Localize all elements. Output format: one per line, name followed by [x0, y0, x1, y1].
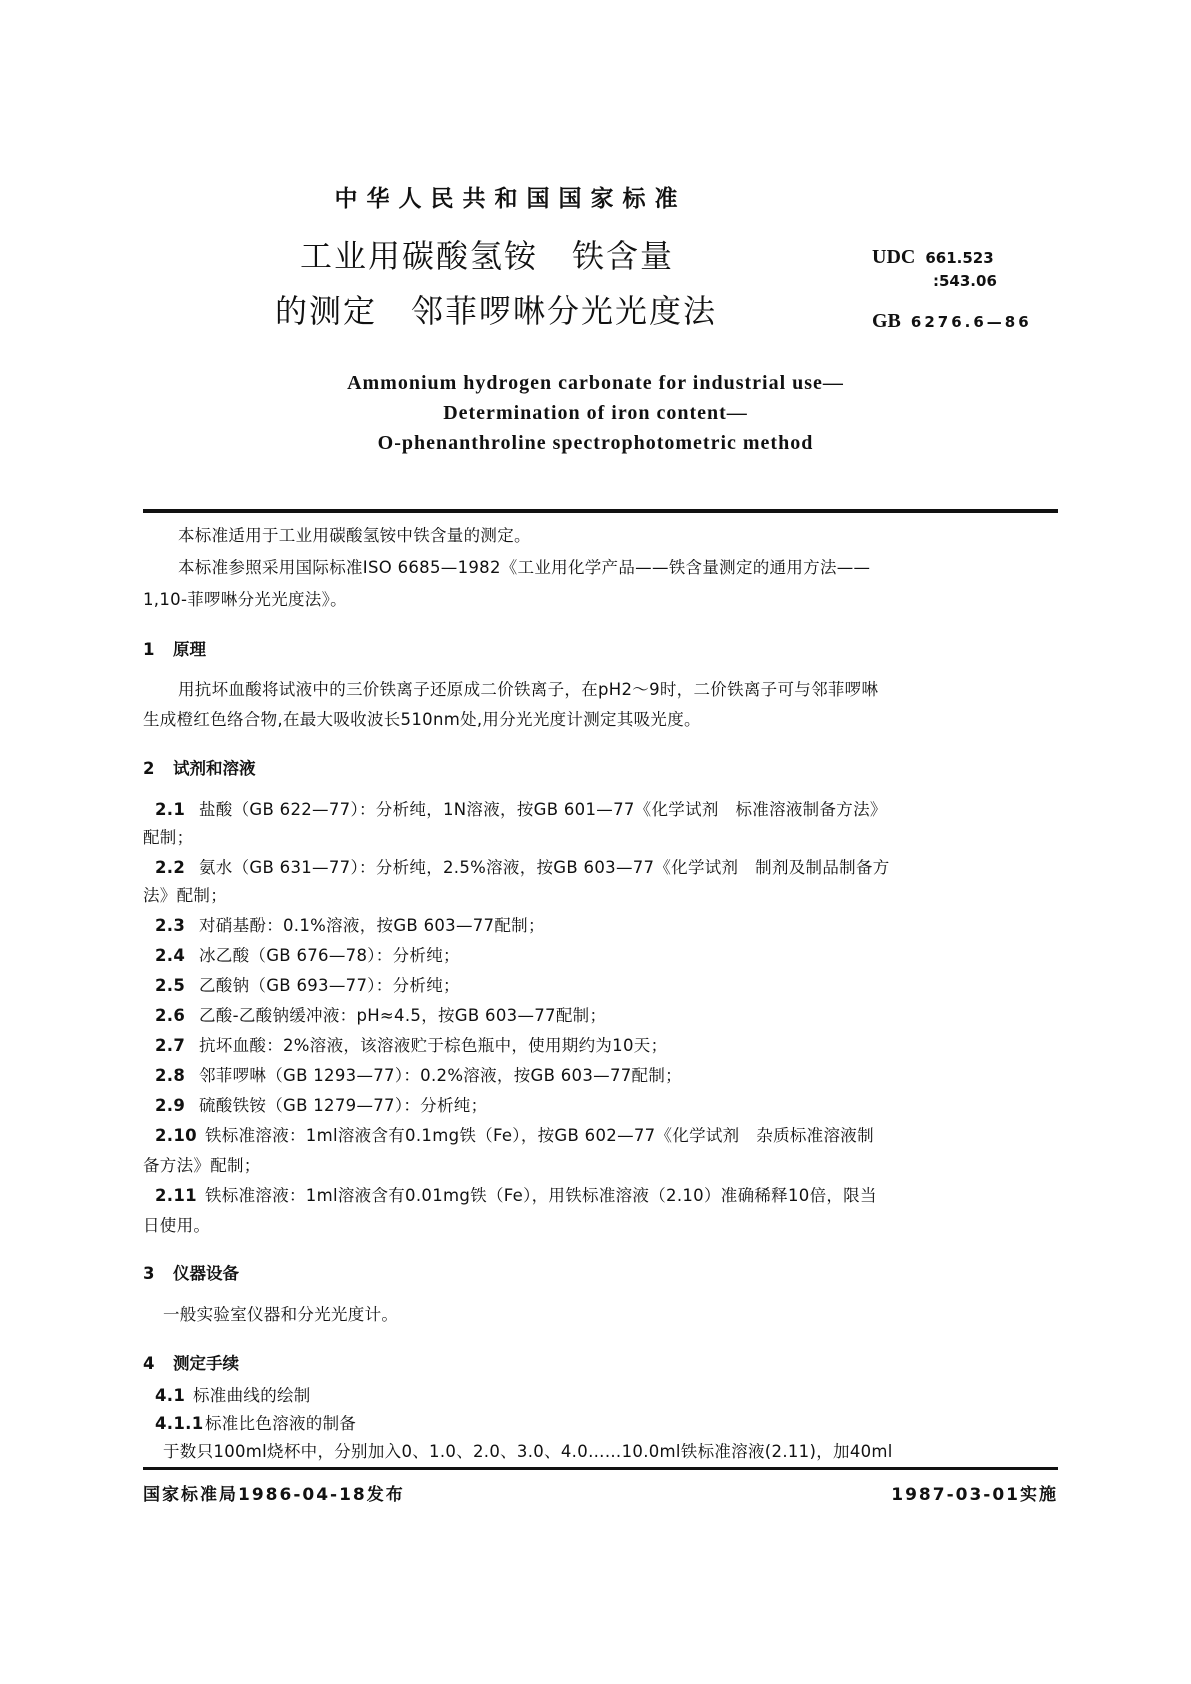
- item-text: 乙酸钠（GB 693—77）：分析纯；: [199, 976, 460, 995]
- section-number: 3: [143, 1264, 155, 1283]
- item-number: 4.1.1: [155, 1414, 204, 1433]
- reagent-item-2-7: [155, 1036, 667, 1056]
- item-text: 标准曲线的绘制: [193, 1386, 311, 1405]
- item-number: 2.3: [155, 916, 186, 935]
- item-number: 2.5: [155, 976, 186, 995]
- national-standard-text: 中华人民共和国国家标准: [334, 186, 687, 212]
- reagent-item-2-6: [155, 1006, 606, 1026]
- reagent-item-2-4: [155, 946, 460, 966]
- section-title: 原理: [173, 640, 206, 659]
- item-number: 2.10: [155, 1126, 197, 1145]
- subsection-4-1: [155, 1386, 311, 1406]
- reagent-item-2-5: [155, 976, 460, 996]
- intro-paragraph-1: 本标准适用于工业用碳酸氢铵中铁含量的测定。: [178, 526, 531, 545]
- subsection-4-1-1: [155, 1414, 356, 1434]
- gb-standard-number: [872, 310, 1032, 333]
- reagent-item-2-11: [155, 1186, 877, 1206]
- intro-paragraph-2-line1: 本标准参照采用国际标准ISO 6685—1982《工业用化学产品——铁含量测定的通用方法——: [178, 558, 871, 577]
- reagent-item-2-1-cont: 配制；: [143, 828, 194, 847]
- title-en-line3: O-phenanthroline spectrophotometric method: [377, 432, 814, 454]
- issued-date: 国家标准局1986-04-18发布: [143, 1485, 405, 1505]
- item-text: 标准比色溶液的制备: [205, 1414, 357, 1433]
- bottom-divider: [143, 1467, 1058, 1470]
- reagent-item-2-1: [155, 800, 887, 820]
- title-cn-line1: 工业用碳酸氢铵 铁含量: [300, 237, 675, 275]
- item-text: 铁标准溶液：1ml溶液含有0.01mg铁（Fe），用铁标准溶液（2.10）准确稀释10倍，限当: [205, 1186, 877, 1205]
- item-number: 2.9: [155, 1096, 186, 1115]
- item-number: 2.1: [155, 800, 186, 819]
- section-title: 试剂和溶液: [173, 759, 256, 778]
- udc-label: UDC: [872, 246, 916, 268]
- item-number: 2.7: [155, 1036, 186, 1055]
- section-4-heading: [143, 1350, 239, 1374]
- reagent-item-2-8: [155, 1066, 682, 1086]
- reagent-item-2-9: [155, 1096, 487, 1116]
- section-1-heading: [143, 636, 206, 660]
- section-number: 2: [143, 759, 155, 778]
- item-number: 4.1: [155, 1386, 186, 1405]
- item-number: 2.8: [155, 1066, 186, 1085]
- gb-label: GB: [872, 310, 901, 332]
- item-number: 2.11: [155, 1186, 197, 1205]
- item-text: 硫酸铁铵（GB 1279—77）：分析纯；: [199, 1096, 488, 1115]
- item-text: 氨水（GB 631—77）：分析纯，2.5%溶液，按GB 603—77《化学试剂 制剂及制品制备方: [199, 858, 890, 877]
- udc-number: 661.523: [925, 249, 994, 267]
- item-text: 乙酸-乙酸钠缓冲液：pH≈4.5，按GB 603—77配制；: [199, 1006, 607, 1025]
- section-title: 仪器设备: [173, 1264, 239, 1283]
- section-4-line1: 于数只100ml烧杯中，分别加入0、1.0、2.0、3.0、4.0……10.0ml铁标准溶液(2.11)，加40ml: [163, 1442, 893, 1461]
- reagent-item-2-3: [155, 916, 545, 936]
- title-en-line2: Determination of iron content—: [443, 402, 748, 424]
- item-text: 对硝基酚：0.1%溶液，按GB 603—77配制；: [199, 916, 545, 935]
- item-number: 2.2: [155, 858, 186, 877]
- section-1-line2: 生成橙红色络合物,在最大吸收波长510nm处,用分光光度计测定其吸光度。: [143, 710, 701, 729]
- title-cn-line2: 的测定 邻菲啰啉分光光度法: [275, 292, 718, 330]
- national-standard-heading: [0, 180, 1191, 213]
- item-text: 抗坏血酸：2%溶液，该溶液贮于棕色瓶中，使用期约为10天；: [199, 1036, 668, 1055]
- section-number: 1: [143, 640, 155, 659]
- effective-date: 1987-03-01实施: [891, 1485, 1058, 1505]
- reagent-item-2-11-cont: 日使用。: [143, 1216, 211, 1235]
- udc-number-line2: :543.06: [933, 272, 997, 290]
- reagent-item-2-2-cont: 法》配制；: [143, 886, 227, 905]
- udc-code: [872, 246, 994, 269]
- section-3-heading: [143, 1260, 239, 1284]
- item-number: 2.4: [155, 946, 186, 965]
- reagent-item-2-10-cont: 备方法》配制；: [143, 1156, 261, 1175]
- gb-number: 6276.6—86: [910, 313, 1032, 331]
- item-text: 邻菲啰啉（GB 1293—77）：0.2%溶液，按GB 603—77配制；: [199, 1066, 682, 1085]
- item-number: 2.6: [155, 1006, 186, 1025]
- section-1-line1: 用抗坏血酸将试液中的三价铁离子还原成二价铁离子，在pH2～9时，二价铁离子可与邻菲啰啉: [178, 680, 879, 699]
- section-3-line1: 一般实验室仪器和分光光度计。: [163, 1305, 399, 1324]
- reagent-item-2-10: [155, 1126, 874, 1146]
- section-title: 测定手续: [173, 1354, 239, 1373]
- top-divider: [143, 509, 1058, 513]
- intro-paragraph-2-line2: 1,10-菲啰啉分光光度法》。: [143, 590, 347, 609]
- item-text: 盐酸（GB 622—77）：分析纯，1N溶液，按GB 601—77《化学试剂 标准溶液制备方法》: [199, 800, 887, 819]
- item-text: 铁标准溶液：1ml溶液含有0.1mg铁（Fe），按GB 602—77《化学试剂 杂质标准溶液制: [205, 1126, 874, 1145]
- title-en-line1: Ammonium hydrogen carbonate for industrial use—: [347, 372, 844, 394]
- reagent-item-2-2: [155, 858, 890, 878]
- section-number: 4: [143, 1354, 155, 1373]
- item-text: 冰乙酸（GB 676—78）：分析纯；: [199, 946, 460, 965]
- section-2-heading: [143, 755, 256, 779]
